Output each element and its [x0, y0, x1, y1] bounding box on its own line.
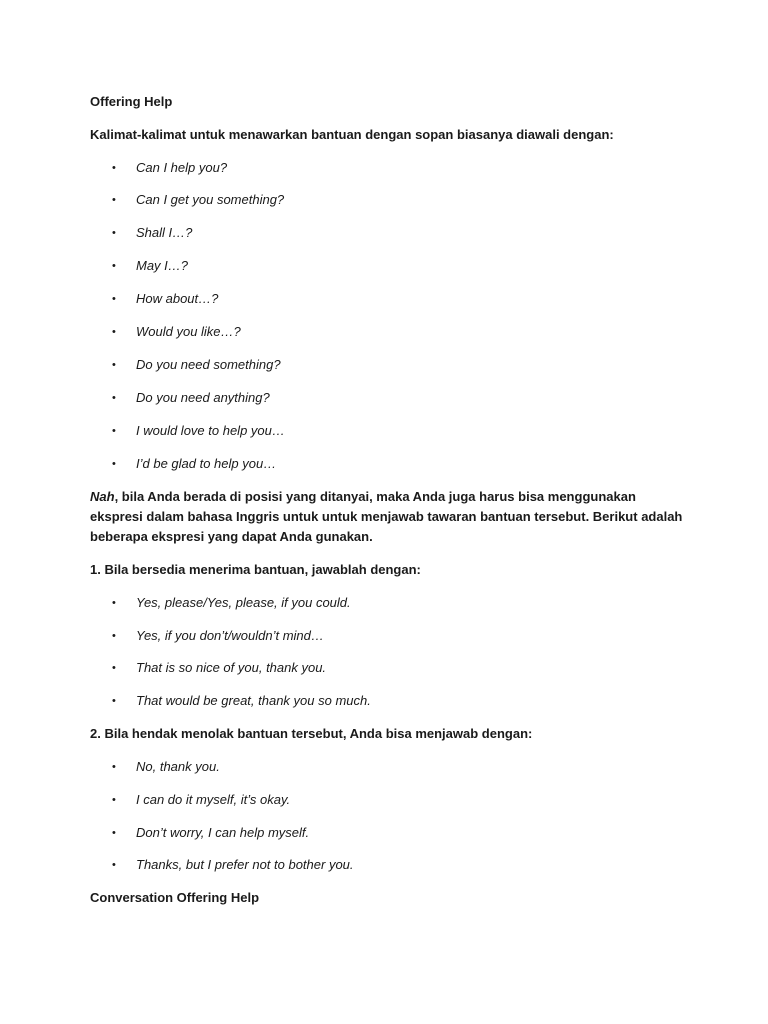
- list-item-text: That is so nice of you, thank you.: [136, 660, 327, 675]
- list-item-text: Do you need something?: [136, 357, 281, 372]
- bullet-icon: •: [112, 162, 116, 174]
- bullet-icon: •: [112, 597, 116, 609]
- bullet-icon: •: [112, 194, 116, 206]
- bullet-icon: •: [112, 859, 116, 871]
- list-item-text: Can I help you?: [136, 160, 228, 175]
- bullet-icon: •: [112, 662, 116, 674]
- bullet-icon: •: [112, 326, 116, 338]
- closing-heading: Conversation Offering Help: [90, 890, 260, 905]
- bullet-icon: •: [112, 695, 116, 707]
- accept-section-heading: 1. Bila bersedia menerima bantuan, jawablah dengan:: [90, 562, 421, 577]
- bullet-icon: •: [112, 761, 116, 773]
- list-item-text: I can do it myself, it’s okay.: [136, 792, 291, 807]
- decline-section-heading: 2. Bila hendak menolak bantuan tersebut, Anda bisa menjawab dengan:: [90, 726, 533, 741]
- intro-text: Kalimat-kalimat untuk menawarkan bantuan dengan sopan biasanya diawali dengan:: [90, 127, 614, 142]
- list-item-text: I would love to help you…: [136, 423, 285, 438]
- bullet-icon: •: [112, 227, 116, 239]
- list-item-text: Thanks, but I prefer not to bother you.: [136, 857, 354, 872]
- bullet-icon: •: [112, 827, 116, 839]
- list-item-text: How about…?: [136, 291, 219, 306]
- list-item-text: No, thank you.: [136, 759, 220, 774]
- explanation-paragraph: [90, 487, 690, 547]
- list-item-text: Yes, if you don’t/wouldn’t mind…: [136, 628, 324, 643]
- list-item-text: May I…?: [136, 258, 189, 273]
- bullet-icon: •: [112, 392, 116, 404]
- list-item-text: Can I get you something?: [136, 192, 285, 207]
- list-item-text: That would be great, thank you so much.: [136, 693, 371, 708]
- bullet-icon: •: [112, 359, 116, 371]
- list-item-text: Don’t worry, I can help myself.: [136, 825, 310, 840]
- bullet-icon: •: [112, 293, 116, 305]
- bullet-icon: •: [112, 794, 116, 806]
- bullet-icon: •: [112, 458, 116, 470]
- list-item-text: Would you like…?: [136, 324, 241, 339]
- document-title: Offering Help: [90, 94, 173, 109]
- bullet-icon: •: [112, 260, 116, 272]
- bullet-icon: •: [112, 630, 116, 642]
- paragraph-lead-word: Nah: [90, 489, 115, 504]
- list-item-text: Yes, please/Yes, please, if you could.: [136, 595, 351, 610]
- list-item-text: Shall I…?: [136, 225, 193, 240]
- list-item-text: I’d be glad to help you…: [136, 456, 277, 471]
- bullet-icon: •: [112, 425, 116, 437]
- list-item-text: Do you need anything?: [136, 390, 270, 405]
- paragraph-text: , bila Anda berada di posisi yang ditanyai, maka Anda juga harus bisa menggunakan ekspresi dalam bahasa Inggris untuk untuk menjawab tawaran bantuan tersebut. Berikut adalah beberapa ekspresi yang dapat Anda gunakan.: [90, 489, 683, 544]
